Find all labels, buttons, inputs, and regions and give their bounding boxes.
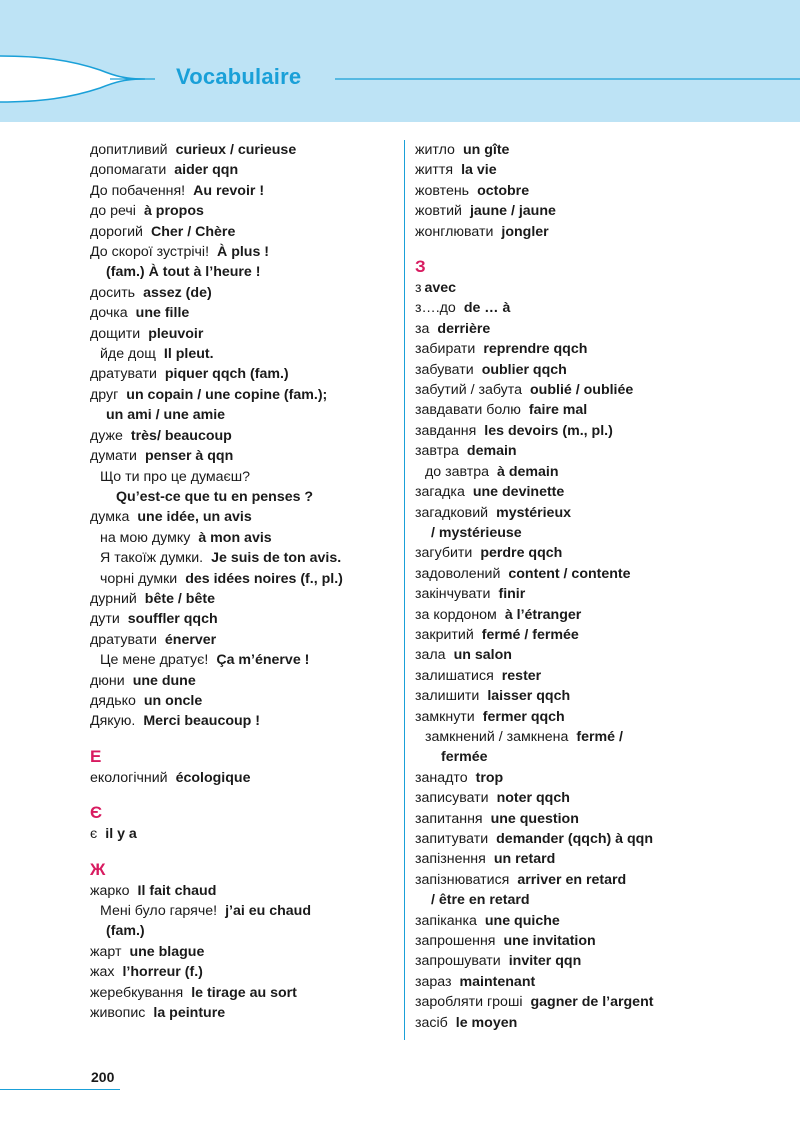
ukrainian-term: До побачення! [90, 182, 186, 199]
ukrainian-term: допитливий [90, 142, 168, 158]
french-translation: l’horreur (f.) [122, 964, 203, 981]
ukrainian-term: дядько [90, 692, 136, 709]
french-translation: pleuvoir [148, 325, 204, 342]
ukrainian-term: за кордоном [415, 606, 497, 623]
french-translation: penser à qqn [144, 448, 234, 465]
french-translation: des idées noires (f., pl.) [185, 570, 343, 587]
page-number-rule [0, 1089, 120, 1090]
vocab-entry [415, 931, 745, 951]
vocab-entry [90, 589, 400, 609]
french-translation: une fille [135, 305, 190, 322]
ukrainian-term: замкнути [415, 708, 475, 725]
vocab-entry [90, 242, 400, 262]
vocab-entry [415, 788, 745, 808]
vocab-entry [415, 222, 745, 242]
vocab-entry [415, 319, 745, 339]
entries-group [90, 768, 400, 788]
french-translation: demain [466, 443, 517, 460]
ukrainian-term: за [415, 320, 430, 337]
entry-continuation: / mystérieuse [431, 524, 522, 541]
french-translation: il y a [105, 826, 137, 843]
vocab-entry [415, 605, 745, 625]
french-translation: fermé / fermée [481, 626, 579, 643]
vocab-entry [90, 324, 400, 344]
vocab-entry [90, 768, 400, 788]
ukrainian-term: дути [90, 611, 120, 628]
ukrainian-term: замкнений / замкнена [425, 728, 569, 745]
vocab-entry [415, 951, 745, 971]
ukrainian-term: загубити [415, 545, 473, 562]
ukrainian-term: запізнення [415, 851, 486, 868]
french-translation: derrière [437, 320, 491, 337]
sub-entry [90, 344, 400, 364]
french-translation: inviter qqn [508, 953, 582, 970]
vocab-entry [415, 645, 745, 665]
vocab-entry [90, 507, 400, 527]
ukrainian-term: живопис [90, 1005, 146, 1022]
vocab-entry [90, 942, 400, 962]
ukrainian-term: думка [90, 509, 130, 526]
vocab-entry [415, 503, 745, 523]
ukrainian-term: жовтень [415, 182, 470, 199]
ukrainian-term: до завтра [425, 463, 490, 480]
ukrainian-term: Дякую. [90, 713, 136, 730]
sub-entry [90, 569, 400, 589]
entry-continuation: (fam.) [106, 923, 145, 940]
vocab-entry [90, 283, 400, 303]
vocab-entry [415, 972, 745, 992]
ukrainian-term: з….до [415, 300, 456, 317]
french-translation: un copain / une copine (fam.); [126, 386, 328, 403]
ukrainian-term: задоволений [415, 565, 501, 582]
ukrainian-term: Я такоїж думки. [100, 550, 204, 567]
entries-group [415, 278, 745, 1033]
ukrainian-term: дратувати [90, 631, 157, 648]
vocab-entry [415, 360, 745, 380]
ukrainian-term: засіб [415, 1014, 448, 1031]
ukrainian-term: дратувати [90, 366, 157, 383]
entries-group [415, 140, 745, 242]
sub-entry [90, 467, 400, 487]
ukrainian-term: екологічний [90, 769, 168, 786]
french-translation: j’ai eu chaud [225, 903, 311, 919]
ukrainian-term: є [90, 826, 98, 843]
french-translation: oublié / oubliée [530, 382, 634, 399]
french-translation: demander (qqch) à qqn [496, 831, 653, 847]
ukrainian-term: Що ти про це думаєш? [100, 468, 251, 485]
vocab-entry [415, 201, 745, 221]
french-translation: laisser qqch [487, 688, 571, 705]
page-number: 200 [91, 1069, 115, 1085]
ukrainian-term: дурний [90, 590, 137, 607]
french-translation: Je suis de ton avis. [211, 550, 342, 567]
ukrainian-term: занадто [415, 769, 468, 786]
french-translation: arriver en retard [517, 871, 627, 888]
vocab-entry [415, 339, 745, 359]
french-translation: une dune [132, 672, 196, 689]
sub-entry [90, 528, 400, 548]
french-translation: écologique [175, 769, 251, 786]
ukrainian-term: житло [415, 142, 455, 158]
vocab-entry [415, 400, 745, 420]
ukrainian-term: жовтий [415, 203, 462, 220]
vocab-entry [415, 707, 745, 727]
ukrainian-term: закінчувати [415, 586, 491, 603]
french-translation: très/ beaucoup [130, 427, 232, 444]
vocab-entry [415, 564, 745, 584]
ukrainian-term: дощити [90, 325, 141, 342]
vocab-entry [415, 140, 745, 160]
vocab-entry [90, 181, 400, 201]
french-translation: un salon [453, 647, 512, 664]
ukrainian-term: досить [90, 284, 136, 301]
sub-entry [90, 901, 400, 921]
ukrainian-term: завдавати болю [415, 402, 521, 419]
ukrainian-term: загадковий [415, 504, 489, 521]
french-translation: un gîte [462, 142, 510, 158]
french-translation: avec [424, 280, 457, 297]
ukrainian-term: друг [90, 386, 119, 403]
ukrainian-term: жеребкування [90, 984, 184, 1001]
entry-continuation: fermée [441, 749, 488, 766]
french-translation: fermer qqch [482, 708, 565, 725]
french-translation: finir [498, 586, 526, 603]
french-translation: les devoirs (m., pl.) [484, 422, 613, 439]
ukrainian-term: жарко [90, 882, 130, 899]
ukrainian-term: до речі [90, 203, 136, 220]
french-translation: Merci beaucoup ! [143, 713, 261, 730]
section-letter-zh: Ж [90, 859, 106, 879]
ukrainian-term: запізнюватися [415, 871, 510, 888]
french-translation: rester [501, 667, 542, 684]
french-translation: à propos [143, 203, 204, 220]
vocab-entry [415, 768, 745, 788]
ukrainian-term: зала [415, 647, 446, 664]
sub-entry [415, 727, 745, 747]
vocab-entry [90, 426, 400, 446]
vocab-entry [90, 824, 400, 844]
french-translation: Cher / Chère [150, 223, 236, 240]
french-translation: noter qqch [496, 790, 570, 807]
vocab-entry [415, 380, 745, 400]
vocab-entry [415, 992, 745, 1012]
french-translation: la vie [461, 162, 497, 179]
french-translation: une invitation [503, 933, 596, 950]
french-translation: jongler [501, 223, 549, 240]
column-divider [404, 140, 405, 1040]
ukrainian-term: на мою думку [100, 529, 191, 546]
vocab-entry [90, 1003, 400, 1023]
sub-entry [90, 548, 400, 568]
french-translation: une quiche [484, 912, 560, 929]
french-translation: une question [490, 810, 579, 827]
french-translation: assez (de) [143, 284, 212, 301]
french-translation: Il fait chaud [137, 882, 217, 899]
entry-continuation: / être en retard [431, 892, 530, 909]
french-translation: curieux / curieuse [175, 142, 297, 158]
section-letter-e: Е [90, 746, 102, 766]
french-translation: content / contente [508, 565, 631, 582]
ukrainian-term: закритий [415, 626, 474, 643]
french-translation: À plus ! [217, 244, 270, 261]
vocab-entry [90, 881, 400, 901]
ukrainian-term: запіканка [415, 912, 477, 929]
right-column [415, 140, 745, 1033]
entry-continuation: (fam.) À tout à l’heure ! [106, 264, 261, 281]
ukrainian-term: жонглювати [415, 223, 494, 240]
vocab-entry [90, 140, 400, 160]
vocab-entry [415, 278, 745, 298]
french-translation: Ça m’énerve ! [216, 652, 310, 669]
section-letter-ye: Є [90, 803, 103, 823]
ukrainian-term: забутий / забута [415, 382, 523, 399]
ukrainian-term: зараз [415, 973, 452, 990]
vocab-entry [415, 666, 745, 686]
sub-entry [415, 462, 745, 482]
ukrainian-term: До скорої зустрічі! [90, 244, 210, 261]
french-translation: Il pleut. [163, 346, 214, 363]
vocab-entry [90, 671, 400, 691]
french-translation: une blague [129, 943, 205, 960]
french-translation: le tirage au sort [191, 984, 297, 1001]
french-translation: de … à [463, 300, 511, 317]
ukrainian-term: залишатися [415, 667, 494, 684]
french-translation: un oncle [143, 692, 203, 709]
vocab-entry [90, 711, 400, 731]
vocab-entry [415, 441, 745, 461]
ukrainian-term: йде дощ [100, 346, 156, 363]
vocab-entry [90, 446, 400, 466]
french-translation: énerver [164, 631, 217, 648]
vocab-entry [415, 686, 745, 706]
vocab-entry [90, 364, 400, 384]
french-translation: le moyen [455, 1014, 518, 1031]
ukrainian-term: забувати [415, 361, 474, 378]
ukrainian-term: загадка [415, 484, 465, 501]
ukrainian-term: завдання [415, 422, 477, 439]
ukrainian-term: допомагати [90, 162, 167, 179]
vocab-entry [415, 421, 745, 441]
vocab-entry [90, 201, 400, 221]
vocab-entry [415, 1013, 745, 1033]
header-wave-decoration [0, 0, 800, 122]
vocab-entry [90, 983, 400, 1003]
vocab-entry [415, 482, 745, 502]
vocab-entry [415, 809, 745, 829]
entry-continuation: Qu’est-ce que tu en penses ? [116, 488, 314, 505]
ukrainian-term: заробляти гроші [415, 994, 523, 1011]
left-column [90, 140, 400, 1023]
french-translation: souffler qqch [127, 611, 218, 628]
french-translation: à mon avis [198, 529, 272, 546]
section-letter-z: З [415, 257, 426, 277]
ukrainian-term: жарт [90, 943, 122, 960]
vocab-entry [415, 160, 745, 180]
french-translation: faire mal [528, 402, 588, 419]
vocab-entry [90, 609, 400, 629]
vocab-entry [90, 222, 400, 242]
vocab-entry [415, 584, 745, 604]
french-translation: un retard [493, 851, 556, 868]
french-translation: une devinette [472, 484, 565, 501]
ukrainian-term: з [415, 280, 422, 297]
vocab-entry [90, 962, 400, 982]
ukrainian-term: Мені було гаряче! [100, 903, 218, 919]
ukrainian-term: життя [415, 162, 454, 179]
french-translation: mystérieux [496, 504, 571, 521]
french-translation: jaune / jaune [469, 203, 556, 220]
entries-group [90, 824, 400, 844]
french-translation: à demain [497, 463, 559, 480]
ukrainian-term: забирати [415, 341, 476, 358]
french-translation: bête / bête [144, 590, 215, 607]
french-translation: fermé / [576, 728, 623, 745]
vocab-entry [90, 160, 400, 180]
entries-group [90, 881, 400, 1024]
french-translation: octobre [477, 182, 530, 199]
ukrainian-term: дочка [90, 305, 128, 322]
vocab-entry [415, 181, 745, 201]
ukrainian-term: запитувати [415, 831, 489, 847]
french-translation: oublier qqch [481, 361, 567, 378]
french-translation: aider qqn [174, 162, 239, 179]
vocab-entry [415, 829, 745, 849]
entry-continuation: un ami / une amie [106, 407, 226, 424]
french-translation: une idée, un avis [137, 509, 252, 526]
ukrainian-term: Це мене дратує! [100, 652, 209, 669]
french-translation: Au revoir ! [193, 182, 265, 199]
french-translation: la peinture [153, 1005, 226, 1022]
vocab-entry [90, 630, 400, 650]
vocab-entry [415, 625, 745, 645]
french-translation: gagner de l’argent [530, 994, 654, 1011]
ukrainian-term: дорогий [90, 223, 143, 240]
french-translation: trop [475, 769, 504, 786]
vocab-entry [415, 870, 745, 890]
ukrainian-term: запрошувати [415, 953, 501, 970]
ukrainian-term: запрошення [415, 933, 496, 950]
entries-group [90, 140, 400, 732]
ukrainian-term: залишити [415, 688, 480, 705]
ukrainian-term: дуже [90, 427, 123, 444]
ukrainian-term: жах [90, 964, 115, 981]
ukrainian-term: чорні думки [100, 570, 178, 587]
sub-entry [90, 650, 400, 670]
french-translation: à l’étranger [504, 606, 582, 623]
ukrainian-term: думати [90, 448, 137, 465]
french-translation: maintenant [459, 973, 536, 990]
french-translation: perdre qqch [480, 545, 563, 562]
header-banner [0, 0, 800, 122]
page-title: Vocabulaire [176, 64, 302, 89]
french-translation: reprendre qqch [483, 341, 588, 358]
vocab-entry [415, 543, 745, 563]
vocab-entry [90, 691, 400, 711]
ukrainian-term: записувати [415, 790, 489, 807]
ukrainian-term: завтра [415, 443, 459, 460]
vocab-entry [415, 298, 745, 318]
ukrainian-term: запитання [415, 810, 483, 827]
french-translation: piquer qqch (fam.) [164, 366, 289, 383]
vocab-entry [415, 911, 745, 931]
vocab-entry [90, 303, 400, 323]
ukrainian-term: дюни [90, 672, 125, 689]
vocab-entry [415, 849, 745, 869]
vocab-entry [90, 385, 400, 405]
